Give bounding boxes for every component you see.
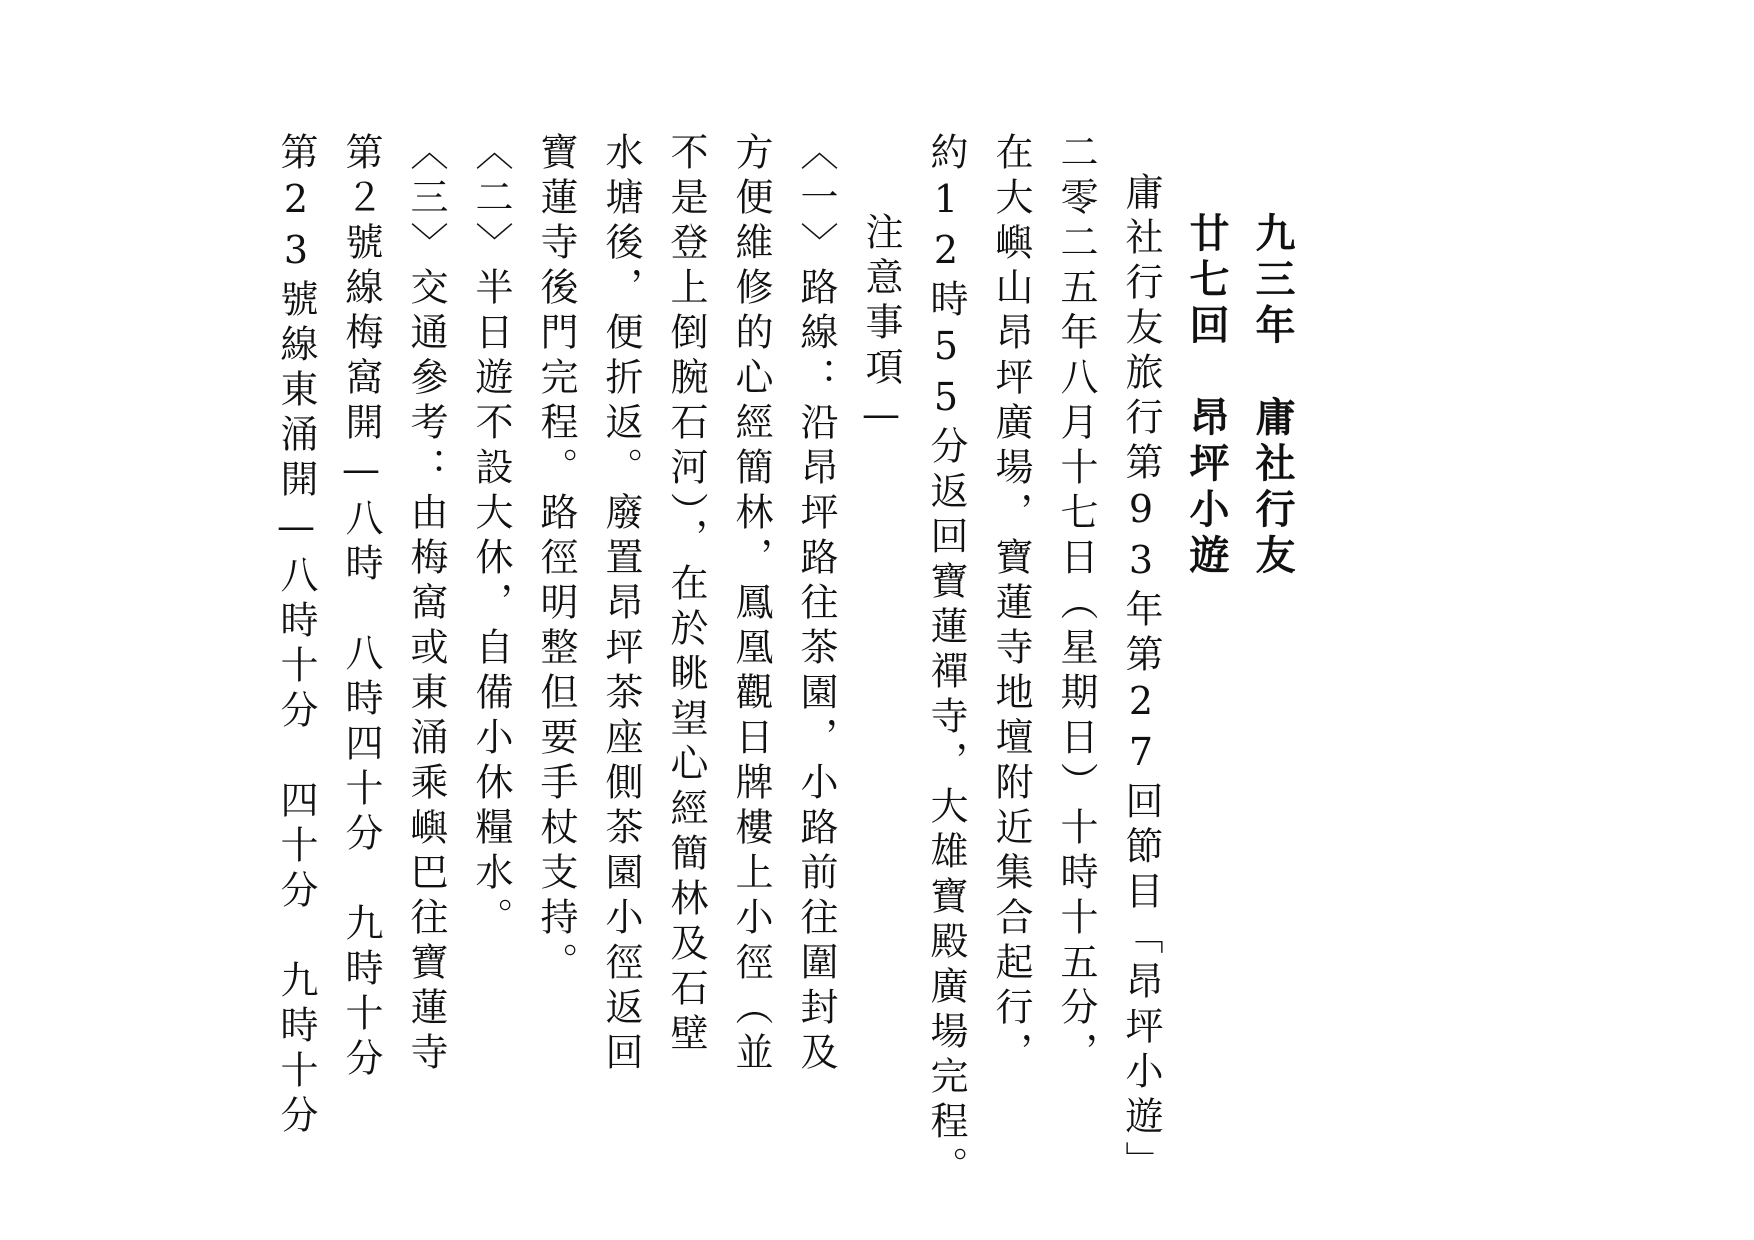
schedule-line-2: 第23號線東涌開—八時十分 四十分 九時十分 xyxy=(274,132,318,1140)
title-line-1: 九三年 庸社行友 xyxy=(1249,212,1295,580)
body-line-3: 在大嶼山昂坪廣場，寶蓮寺地壇附近集合起行， xyxy=(989,132,1033,1077)
note-3-line-1: 〈三〉交通參考：由梅窩或東涌乘嶼巴往寶蓮寺 xyxy=(404,132,448,1077)
note-1-line-2: 方便維修的心經簡林，鳳凰觀日牌樓上小徑（並 xyxy=(729,132,773,1077)
title-line-2: 廿七回 昂坪小遊 xyxy=(1183,212,1229,580)
notes-heading: 注意事項— xyxy=(859,212,903,443)
schedule-line-1: 第２號線梅窩開—八時 八時四十分 九時十分 xyxy=(339,132,383,1083)
note-1-line-5: 寶蓮寺後門完程。路徑明整但要手杖支持。 xyxy=(534,132,578,987)
note-1-line-4: 水塘後，便折返。廢置昂坪茶座側茶園小徑返回 xyxy=(599,132,643,1077)
body-line-1: 庸社行友旅行第93年第27回節目「昂坪小遊」 xyxy=(1119,172,1163,1186)
note-1-line-1: 〈一〉路線：沿昂坪路往茶園，小路前往圍封及 xyxy=(794,132,838,1077)
note-2-line-1: 〈二〉半日遊不設大休，自備小休糧水。 xyxy=(469,132,513,942)
body-line-2: 二零二五年八月十七日（星期日）十時十五分， xyxy=(1054,132,1098,1077)
note-1-line-3: 不是登上倒腕石河），在於眺望心經簡林及石壁 xyxy=(664,132,708,1058)
body-line-4: 約12時55分返回寶蓮禪寺，大雄寶殿廣場完程。 xyxy=(924,132,968,1191)
